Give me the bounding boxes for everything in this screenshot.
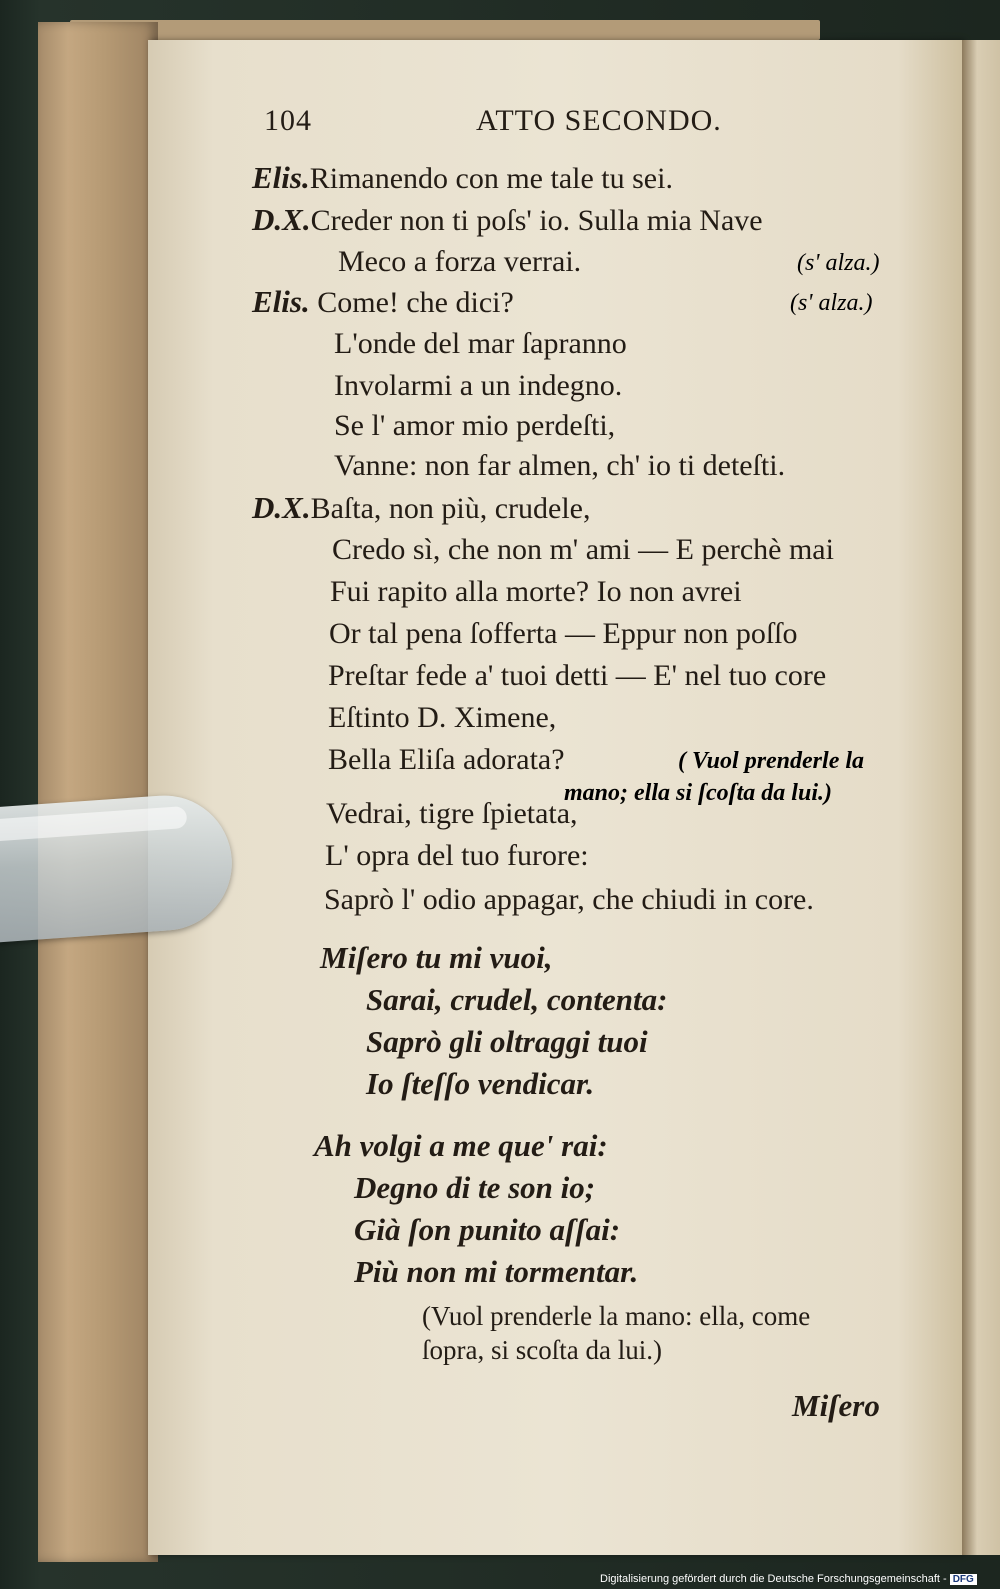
aria-line: Saprò gli oltraggi tuoi xyxy=(366,1024,648,1059)
dialogue-line xyxy=(329,616,798,652)
stage-direction: (s' alza.) xyxy=(790,290,873,316)
dialogue-line xyxy=(252,490,591,527)
stage-direction: (s' alza.) xyxy=(797,250,880,276)
dfg-logo: DFG xyxy=(950,1574,977,1585)
clip-highlight xyxy=(0,806,187,843)
dialogue-line xyxy=(334,408,615,444)
line-text: Meco a forza verrai. xyxy=(338,245,582,278)
dialogue-line xyxy=(332,532,834,568)
aria-line: Già ſon punito aſſai: xyxy=(354,1212,621,1247)
catchword: Miſero xyxy=(792,1388,880,1423)
line-text: Saprò l' odio appagar, che chiudi in core. xyxy=(324,883,814,916)
dialogue-line xyxy=(334,368,622,404)
line-text: Eſtinto D. Ximene, xyxy=(328,701,557,734)
facing-page-edge xyxy=(962,40,1000,1555)
stage-direction: (Vuol prenderle la mano: ella, come xyxy=(422,1301,811,1331)
aria-line: Degno di te son io; xyxy=(354,1170,596,1205)
line-text: Fui rapito alla morte? Io non avrei xyxy=(330,575,742,608)
dialogue-block xyxy=(252,160,932,1423)
credit-text: Digitalisierung gefördert durch die Deutsche Forschungsgemeinschaft - xyxy=(600,1573,947,1585)
line-text: Baſta, non più, crudele, xyxy=(310,492,591,525)
speaker-label: Elis. xyxy=(252,160,310,195)
line-text: L' opra del tuo furore: xyxy=(325,839,589,872)
book-page-edges xyxy=(38,22,158,1562)
speaker-label: D.X. xyxy=(252,202,311,237)
digitization-credit xyxy=(600,1573,977,1585)
line-text: Preſtar fede a' tuoi detti — E' nel tuo core xyxy=(328,659,827,692)
dialogue-line xyxy=(252,160,673,197)
dialogue-line xyxy=(328,658,826,694)
stage-direction: ſopra, si scoſta da lui.) xyxy=(422,1335,662,1365)
speaker-label: Elis. xyxy=(252,284,310,319)
line-text: L'onde del mar ſapranno xyxy=(334,327,627,360)
page-number: 104 xyxy=(264,104,312,137)
dialogue-line xyxy=(328,742,565,778)
book-top-edge xyxy=(70,20,820,40)
line-text: Bella Eliſa adorata? xyxy=(328,743,565,776)
aria-line: Ah volgi a me que' rai: xyxy=(314,1128,608,1163)
dialogue-line xyxy=(326,796,578,832)
dialogue-line xyxy=(252,284,514,321)
line-text: Creder non ti poſs' io. Sulla mia Nave xyxy=(310,204,763,237)
dialogue-line xyxy=(334,326,627,362)
stage-direction: ( Vuol prenderle la xyxy=(678,748,865,774)
line-text: Se l' amor mio perdeſti, xyxy=(334,409,616,442)
line-text: Vedrai, tigre ſpietata, xyxy=(326,797,578,830)
line-text: Vanne: non far almen, ch' io ti deteſti. xyxy=(334,449,786,482)
line-text: Credo sì, che non m' ami — E perchè mai xyxy=(332,533,834,566)
running-title: ATTO SECONDO. xyxy=(476,104,722,137)
line-text: Come! che dici? xyxy=(317,286,514,319)
dialogue-line xyxy=(334,448,785,484)
stage-direction: mano; ella si ſcoſta da lui.) xyxy=(564,780,832,806)
aria-line: Io ſteſſo vendicar. xyxy=(366,1066,595,1101)
dialogue-line xyxy=(328,700,556,736)
line-text: Involarmi a un indegno. xyxy=(334,369,623,402)
aria-line: Miſero tu mi vuoi, xyxy=(320,940,553,975)
dialogue-line xyxy=(252,202,763,239)
line-text: Rimanendo con me tale tu sei. xyxy=(309,162,673,195)
speaker-label: D.X. xyxy=(252,490,311,525)
aria-line: Sarai, crudel, contenta: xyxy=(366,982,668,1017)
dialogue-line xyxy=(324,882,814,918)
dialogue-line xyxy=(330,574,742,610)
dialogue-line xyxy=(325,838,589,874)
aria-line: Più non mi tormentar. xyxy=(354,1254,639,1289)
line-text: Or tal pena ſofferta — Eppur non poſſo xyxy=(329,617,798,650)
dialogue-line xyxy=(338,244,581,280)
